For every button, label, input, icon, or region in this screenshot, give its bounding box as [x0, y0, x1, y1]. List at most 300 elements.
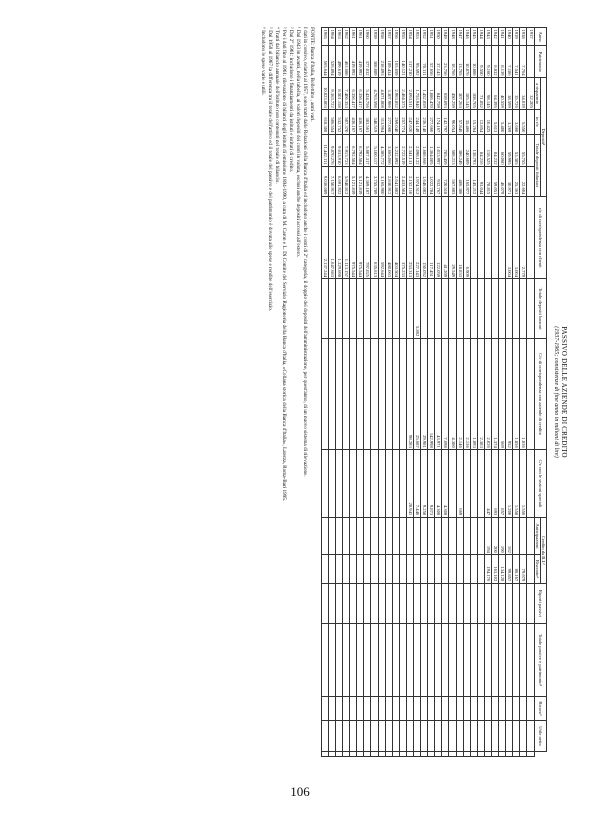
- footnote: FONTE: Banca d'Italia, Bollettino , anni vari.: [308, 27, 315, 122]
- table-row: [470, 28, 477, 757]
- value-cell: [378, 697, 385, 721]
- footnote: ⁶ Includono le spese varie e utili.: [259, 27, 266, 95]
- value-cell: 7.541: [513, 46, 520, 78]
- header-totale-bancari: Totale depositi bancari: [534, 279, 546, 338]
- value-cell: [435, 583, 442, 623]
- value-cell: [470, 583, 477, 623]
- value-cell: 8.139: [499, 46, 506, 78]
- value-cell: [463, 555, 470, 583]
- value-cell: [364, 721, 371, 752]
- value-cell: 142.998: [428, 338, 435, 449]
- value-cell: 5.400: [499, 110, 506, 135]
- value-cell: [343, 555, 350, 583]
- footnote: ⁴ Tratti dal bilancio annuale dell'istituto non contenuti nel totale di bilancio.: [273, 27, 280, 184]
- value-cell: [350, 583, 357, 623]
- value-cell: 2.341.131: [406, 134, 413, 166]
- value-cell: [392, 623, 399, 696]
- value-cell: 1.974.512: [414, 167, 421, 197]
- value-cell: 138.793: [470, 134, 477, 166]
- value-cell: [321, 697, 328, 721]
- value-cell: [335, 450, 342, 517]
- value-cell: [343, 697, 350, 721]
- value-cell: [484, 751, 491, 756]
- value-cell: [378, 555, 385, 583]
- year-cell: 1948: [449, 28, 456, 46]
- value-cell: 99.857: [506, 555, 513, 583]
- value-cell: [392, 279, 399, 338]
- header-patrimonio: Patrimonio: [534, 46, 546, 78]
- table-title: PASSIVO DELLE AZIENDE DI CREDITO: [560, 326, 568, 458]
- value-cell: [428, 697, 435, 721]
- value-cell: [321, 279, 328, 338]
- value-cell: [385, 279, 392, 338]
- value-cell: [321, 517, 328, 555]
- value-cell: 450.259: [449, 78, 456, 110]
- value-cell: [371, 697, 378, 721]
- value-cell: [321, 751, 328, 756]
- value-cell: [335, 338, 342, 449]
- value-cell: [449, 751, 456, 756]
- value-cell: [364, 623, 371, 696]
- value-cell: [520, 279, 527, 338]
- value-cell: [399, 751, 406, 756]
- value-cell: [392, 751, 399, 756]
- footnote: I dati in corsivo, relativi al 1957, sono tratti dalle Relazioni della Banca d'Italia ed includono anche i conti di 2ª categoria, il doppio dei depositi dell'amministrazione, per quest'anno, di un nuovo sistema di rilevazione.: [301, 27, 308, 477]
- value-cell: [378, 583, 385, 623]
- footnotes: [259, 27, 315, 757]
- value-cell: [414, 517, 421, 555]
- table-row: [371, 28, 378, 757]
- header-credito-bi: Credito da B.I.²: [540, 517, 546, 583]
- value-cell: 117.451: [428, 196, 435, 279]
- value-cell: [499, 721, 506, 752]
- value-cell: [470, 623, 477, 696]
- value-cell: [527, 623, 534, 696]
- value-cell: 3.232.892: [392, 134, 399, 166]
- year-cell: 1958: [378, 28, 385, 46]
- year-cell: 1960: [364, 28, 371, 46]
- value-cell: 507.370: [343, 110, 350, 135]
- year-cell: 1949: [442, 28, 449, 46]
- value-cell: 59.995: [506, 134, 513, 166]
- value-cell: [527, 134, 534, 166]
- value-cell: [399, 583, 406, 623]
- value-cell: 244.149: [414, 110, 421, 135]
- value-cell: [399, 721, 406, 752]
- value-cell: [378, 623, 385, 696]
- year-cell: 1953: [414, 28, 421, 46]
- year-cell: 1959: [371, 28, 378, 46]
- value-cell: [428, 555, 435, 583]
- value-cell: 53.385: [513, 134, 520, 166]
- value-cell: [328, 450, 335, 517]
- value-cell: 174.167: [435, 110, 442, 135]
- value-cell: [364, 751, 371, 756]
- value-cell: 2.641.802: [392, 167, 399, 197]
- value-cell: [470, 721, 477, 752]
- value-cell: 1.364.005: [428, 134, 435, 166]
- value-cell: 436.167: [350, 110, 357, 135]
- value-cell: 38.599: [506, 78, 513, 110]
- value-cell: 78.815: [484, 167, 491, 197]
- value-cell: 447: [484, 450, 491, 517]
- value-cell: [484, 196, 491, 279]
- value-cell: [506, 697, 513, 721]
- value-cell: [499, 583, 506, 623]
- value-cell: [477, 697, 484, 721]
- table-row: [442, 28, 449, 757]
- value-cell: 1.022.784: [428, 167, 435, 197]
- value-cell: [343, 721, 350, 752]
- value-cell: 1.329.698: [335, 196, 342, 279]
- year-cell: 1938: [520, 28, 527, 46]
- value-cell: 3.004: [506, 196, 513, 279]
- value-cell: [357, 751, 364, 756]
- value-cell: 10.888: [470, 46, 477, 78]
- value-cell: [321, 721, 328, 752]
- value-cell: [357, 517, 364, 555]
- value-cell: 25.363: [513, 167, 520, 197]
- value-cell: [492, 751, 499, 756]
- header-totale-passivo: Totale passivo e patrimonio⁵: [534, 623, 546, 696]
- value-cell: 142.797: [442, 110, 449, 135]
- value-cell: 134.128: [499, 555, 506, 583]
- header-depositi: Depositi¹: [540, 78, 546, 197]
- value-cell: 194.176: [484, 555, 491, 583]
- table-row: [513, 28, 520, 757]
- value-cell: 10.823.803: [321, 78, 328, 110]
- value-cell: [343, 583, 350, 623]
- year-cell: 1942: [492, 28, 499, 46]
- value-cell: 90.054: [449, 110, 456, 135]
- value-cell: [328, 338, 335, 449]
- header-ricavo: Ricavo⁶: [534, 697, 546, 721]
- value-cell: 12.854: [477, 110, 484, 135]
- value-cell: [463, 751, 470, 756]
- value-cell: [350, 338, 357, 449]
- value-cell: [371, 279, 378, 338]
- value-cell: [385, 623, 392, 696]
- value-cell: [456, 721, 463, 752]
- value-cell: 4.380: [449, 338, 456, 449]
- value-cell: 269.040: [392, 110, 399, 135]
- value-cell: 6.691.922: [335, 167, 342, 197]
- value-cell: 1.113.157: [343, 196, 350, 279]
- value-cell: 8.832: [492, 46, 499, 78]
- value-cell: [428, 623, 435, 696]
- value-cell: [399, 450, 406, 517]
- value-cell: [385, 450, 392, 517]
- value-cell: [527, 196, 534, 279]
- year-cell: 1950: [435, 28, 442, 46]
- value-cell: [406, 697, 413, 721]
- value-cell: [527, 46, 534, 78]
- value-cell: [449, 721, 456, 752]
- value-cell: 348.519: [371, 110, 378, 135]
- value-cell: [470, 697, 477, 721]
- value-cell: [328, 555, 335, 583]
- value-cell: [414, 697, 421, 721]
- value-cell: [506, 623, 513, 696]
- value-cell: [371, 450, 378, 517]
- value-cell: 18.766: [449, 46, 456, 78]
- value-cell: 11.442.111: [321, 134, 328, 166]
- header-utile: Utile netto: [534, 721, 546, 752]
- value-cell: 1.836: [520, 338, 527, 449]
- value-cell: 165.977: [463, 167, 470, 197]
- value-cell: [513, 697, 520, 721]
- table-row: [463, 28, 470, 757]
- year-cell: 1946: [463, 28, 470, 46]
- value-cell: [406, 583, 413, 623]
- year-cell: 1939: [513, 28, 520, 46]
- value-cell: 98.283: [406, 338, 413, 449]
- value-cell: [385, 697, 392, 721]
- page-number: 106: [290, 784, 310, 799]
- value-cell: 506.554: [328, 110, 335, 135]
- value-cell: [435, 697, 442, 721]
- value-cell: [335, 721, 342, 752]
- value-cell: [484, 583, 491, 623]
- value-cell: [371, 751, 378, 756]
- value-cell: [456, 279, 463, 338]
- value-cell: [357, 279, 364, 338]
- table-row: [414, 28, 421, 757]
- value-cell: [506, 721, 513, 752]
- table-row: [484, 28, 491, 757]
- value-cell: [357, 450, 364, 517]
- value-cell: [406, 517, 413, 555]
- header-cc-corrisp-crediti: C/c di corrispondenza con aziende di credito: [534, 338, 546, 449]
- value-cell: 526.894: [328, 46, 335, 78]
- value-cell: [513, 623, 520, 696]
- value-cell: [343, 450, 350, 517]
- value-cell: 952: [506, 338, 513, 449]
- value-cell: [328, 623, 335, 696]
- value-cell: [378, 338, 385, 449]
- value-cell: [470, 555, 477, 583]
- value-cell: [527, 697, 534, 721]
- value-cell: [392, 721, 399, 752]
- value-cell: 2.137.244: [321, 196, 328, 279]
- value-cell: 30.971: [506, 167, 513, 197]
- value-cell: 1.893: [470, 338, 477, 449]
- value-cell: [343, 623, 350, 696]
- value-cell: [456, 623, 463, 696]
- value-cell: 797.025: [364, 196, 371, 279]
- value-cell: [470, 196, 477, 279]
- value-cell: 60.060: [499, 134, 506, 166]
- value-cell: [442, 555, 449, 583]
- value-cell: [421, 751, 428, 756]
- value-cell: 1.200: [506, 450, 513, 517]
- value-cell: [520, 721, 527, 752]
- value-cell: [513, 721, 520, 752]
- value-cell: 165.659: [392, 46, 399, 78]
- value-cell: [477, 196, 484, 279]
- table-row: [499, 28, 506, 757]
- value-cell: [335, 555, 342, 583]
- value-cell: 64.395: [492, 78, 499, 110]
- value-cell: [527, 751, 534, 756]
- year-cell: 1947: [456, 28, 463, 46]
- value-cell: 13.765: [456, 46, 463, 78]
- value-cell: 86.167: [513, 555, 520, 583]
- value-cell: [449, 517, 456, 555]
- value-cell: [406, 279, 413, 338]
- value-cell: [484, 279, 491, 338]
- value-cell: 150.052: [421, 196, 428, 279]
- footnote: ⁵ Dal 1958 al 1967 la differenza tra il totale dell'attivo ed il totale del passivo e del patrimonio è dovuta alle spese e rendite dell'esercizio.: [266, 27, 273, 312]
- value-cell: [499, 623, 506, 696]
- value-cell: [492, 279, 499, 338]
- value-cell: 25.687: [414, 338, 421, 449]
- value-cell: [378, 721, 385, 752]
- value-cell: 29.981: [421, 338, 428, 449]
- table-row: [449, 28, 456, 757]
- value-cell: [484, 623, 491, 696]
- value-cell: [456, 697, 463, 721]
- value-cell: [463, 583, 470, 623]
- value-cell: 383.561: [364, 110, 371, 135]
- value-cell: 9.363.722: [328, 78, 335, 110]
- value-cell: 3.665.066: [385, 134, 392, 166]
- value-cell: 2.093.511: [406, 78, 413, 110]
- value-cell: [421, 623, 428, 696]
- value-cell: 2.026: [484, 338, 491, 449]
- value-cell: 785.459: [442, 134, 449, 166]
- value-cell: [385, 751, 392, 756]
- value-cell: [414, 623, 421, 696]
- value-cell: [321, 583, 328, 623]
- value-cell: [527, 450, 534, 517]
- value-cell: 277.660: [428, 110, 435, 135]
- value-cell: [364, 555, 371, 583]
- value-cell: [357, 721, 364, 752]
- table-row: [321, 28, 328, 757]
- value-cell: 463.688: [343, 46, 350, 78]
- table-row: [435, 28, 442, 757]
- value-cell: [335, 279, 342, 338]
- table-row: [343, 28, 350, 757]
- value-cell: 2.146: [456, 338, 463, 449]
- value-cell: [343, 751, 350, 756]
- value-cell: 9.870.276: [328, 134, 335, 166]
- value-cell: 7.764: [520, 46, 527, 78]
- value-cell: [385, 583, 392, 623]
- value-cell: 419.992: [350, 46, 357, 78]
- value-cell: 3.755.789: [371, 167, 378, 197]
- value-cell: [321, 623, 328, 696]
- value-cell: [449, 697, 456, 721]
- value-cell: 247.620: [406, 110, 413, 135]
- table-row: [364, 28, 371, 757]
- value-cell: [321, 338, 328, 449]
- value-cell: [442, 279, 449, 338]
- value-cell: [477, 450, 484, 517]
- value-cell: [520, 697, 527, 721]
- data-table: [321, 27, 547, 757]
- value-cell: 71.852: [477, 78, 484, 110]
- table-row: [527, 28, 534, 757]
- value-cell: [399, 623, 406, 696]
- value-cell: [477, 279, 484, 338]
- value-cell: [442, 721, 449, 752]
- value-cell: [463, 697, 470, 721]
- value-cell: 9.033.910: [335, 134, 342, 166]
- value-cell: 200: [492, 517, 499, 555]
- value-cell: [428, 517, 435, 555]
- value-cell: [477, 517, 484, 555]
- value-cell: [364, 517, 371, 555]
- value-cell: 6.356.417: [350, 78, 357, 110]
- value-cell: [421, 279, 428, 338]
- value-cell: [456, 751, 463, 756]
- value-cell: 932.767: [435, 167, 442, 197]
- value-cell: [477, 751, 484, 756]
- value-cell: [513, 583, 520, 623]
- value-cell: [492, 721, 499, 752]
- value-cell: 40.559: [499, 78, 506, 110]
- value-cell: 480.063: [385, 196, 392, 279]
- value-cell: [357, 583, 364, 623]
- value-cell: 277.060: [385, 110, 392, 135]
- value-cell: [470, 517, 477, 555]
- value-cell: 240.609: [463, 134, 470, 166]
- value-cell: 499.619: [335, 46, 342, 78]
- value-cell: [328, 697, 335, 721]
- value-cell: 5.550: [520, 110, 527, 135]
- value-cell: 117.210: [406, 46, 413, 78]
- value-cell: [414, 555, 421, 583]
- value-cell: 2.830.912: [385, 167, 392, 197]
- value-cell: 975.544: [357, 196, 364, 279]
- footnote: ³ Per i dati fino al 1961: rilevazione di bilanci degli istituti di emissione 1894-1990, a cura di M. Caron e L. Di Comite del Servizio Ragioneria della Banca d'Italia, «Collana storica della Banca d'Italia», Laterza, Roma-Bari 1995.: [280, 27, 287, 502]
- value-cell: [477, 583, 484, 623]
- header-cc-banche: c/c di corrispondenza con clienti: [534, 196, 546, 279]
- value-cell: 720.518: [442, 167, 449, 197]
- value-cell: [385, 721, 392, 752]
- value-cell: [321, 450, 328, 517]
- value-cell: 842.759: [435, 78, 442, 110]
- value-cell: [449, 279, 456, 338]
- value-cell: [428, 279, 435, 338]
- value-cell: 3.307.986: [385, 78, 392, 110]
- value-cell: [414, 721, 421, 752]
- value-cell: [435, 751, 442, 756]
- value-cell: 4.308: [442, 450, 449, 517]
- value-cell: 308.089: [371, 46, 378, 78]
- value-cell: [335, 583, 342, 623]
- value-cell: [470, 450, 477, 517]
- value-cell: 5.940.812: [343, 167, 350, 197]
- value-cell: [328, 517, 335, 555]
- value-cell: 2.152.110: [406, 167, 413, 197]
- header-totale-fiduciari: Totale depositi fiduciari: [534, 134, 540, 196]
- value-cell: 565.644: [321, 46, 328, 78]
- value-cell: 5.121.839: [350, 167, 357, 197]
- year-cell: 1952: [421, 28, 428, 46]
- value-cell: [421, 721, 428, 752]
- value-cell: [484, 721, 491, 752]
- value-cell: [364, 583, 371, 623]
- value-cell: 218.093: [378, 46, 385, 78]
- table-row: [428, 28, 435, 757]
- table-row: [357, 28, 364, 757]
- year-cell: 1956: [392, 28, 399, 46]
- value-cell: [428, 583, 435, 623]
- value-cell: 9.036.089: [321, 167, 328, 197]
